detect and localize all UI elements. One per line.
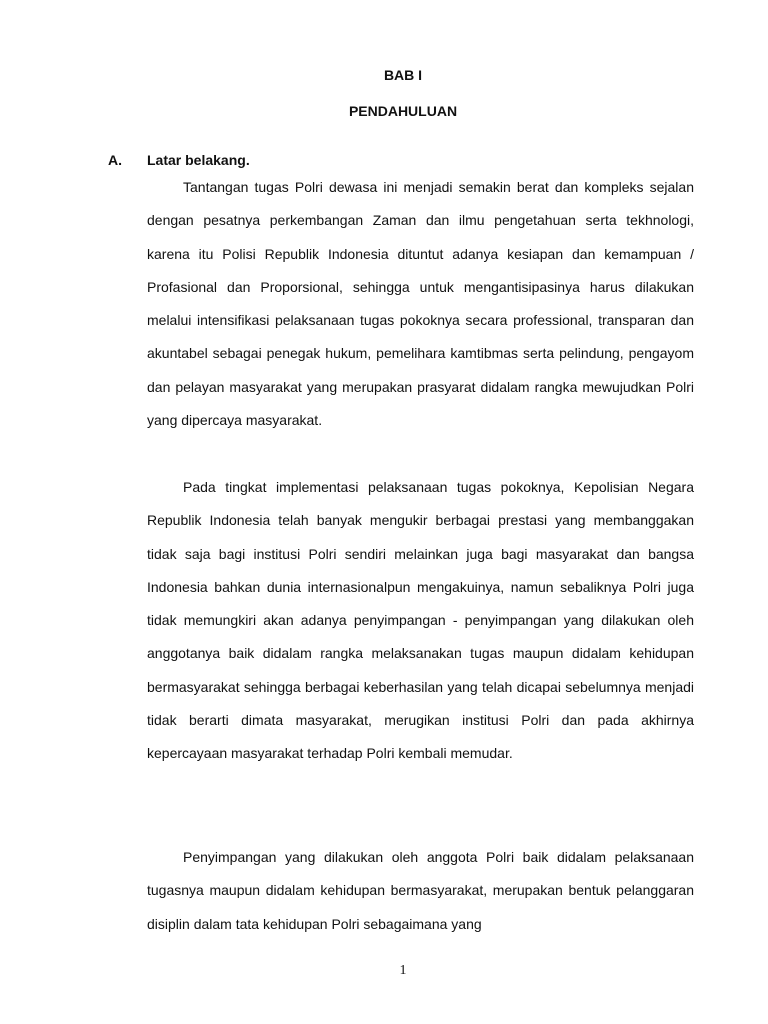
chapter-number: BAB I <box>383 67 423 83</box>
paragraph-2 <box>147 471 694 770</box>
paragraph-3-text: Penyimpangan yang dilakukan oleh anggota Polri baik didalam pelaksanaan tugasnya maupun didalam kehidupan bermasyarakat, merupakan bentuk pelanggaran disiplin dalam tata kehidupan Polri sebagaimana yang <box>147 849 694 932</box>
paragraph-1 <box>147 171 694 437</box>
paragraph-2-text: Pada tingkat implementasi pelaksanaan tugas pokoknya, Kepolisian Negara Republik Indonesia telah banyak mengukir berbagai prestasi yang membanggakan tidak saja bagi institusi Polri sendiri melainkan juga bagi masyarakat dan bangsa Indonesia bahkan dunia internasionalpun mengakuinya, namun sebaliknya Polri juga tidak memungkiri akan adanya penyimpangan - penyimpangan yang dilakukan oleh anggotanya baik didalam rangka melaksanakan tugas maupun didalam kehidupan bermasyarakat sehingga berbagai keberhasilan yang telah dicapai sebelumnya menjadi tidak berarti dimata masyarakat, merugikan institusi Polri dan pada akhirnya kepercayaan masyarakat terhadap Polri kembali memudar. <box>147 479 694 761</box>
section-letter: A. <box>108 152 122 168</box>
section-title: Latar belakang. <box>147 152 250 168</box>
page-number: 1 <box>399 963 407 978</box>
paragraph-3 <box>147 841 694 941</box>
paragraph-1-text: Tantangan tugas Polri dewasa ini menjadi semakin berat dan kompleks sejalan dengan pesatnya perkembangan Zaman dan ilmu pengetahuan serta tekhnologi, karena itu Polisi Republik Indonesia dituntut adanya kesiapan dan kemampuan / Profasional dan Proporsional, sehingga untuk mengantisipasinya harus dilakukan melalui intensifikasi pelaksanaan tugas pokoknya secara professional, transparan dan akuntabel sebagai penegak hukum, pemelihara kamtibmas serta pelindung, pengayom dan pelayan masyarakat yang merupakan prasyarat didalam rangka mewujudkan Polri yang dipercaya masyarakat. <box>147 179 694 428</box>
chapter-title: PENDAHULUAN <box>348 103 458 119</box>
